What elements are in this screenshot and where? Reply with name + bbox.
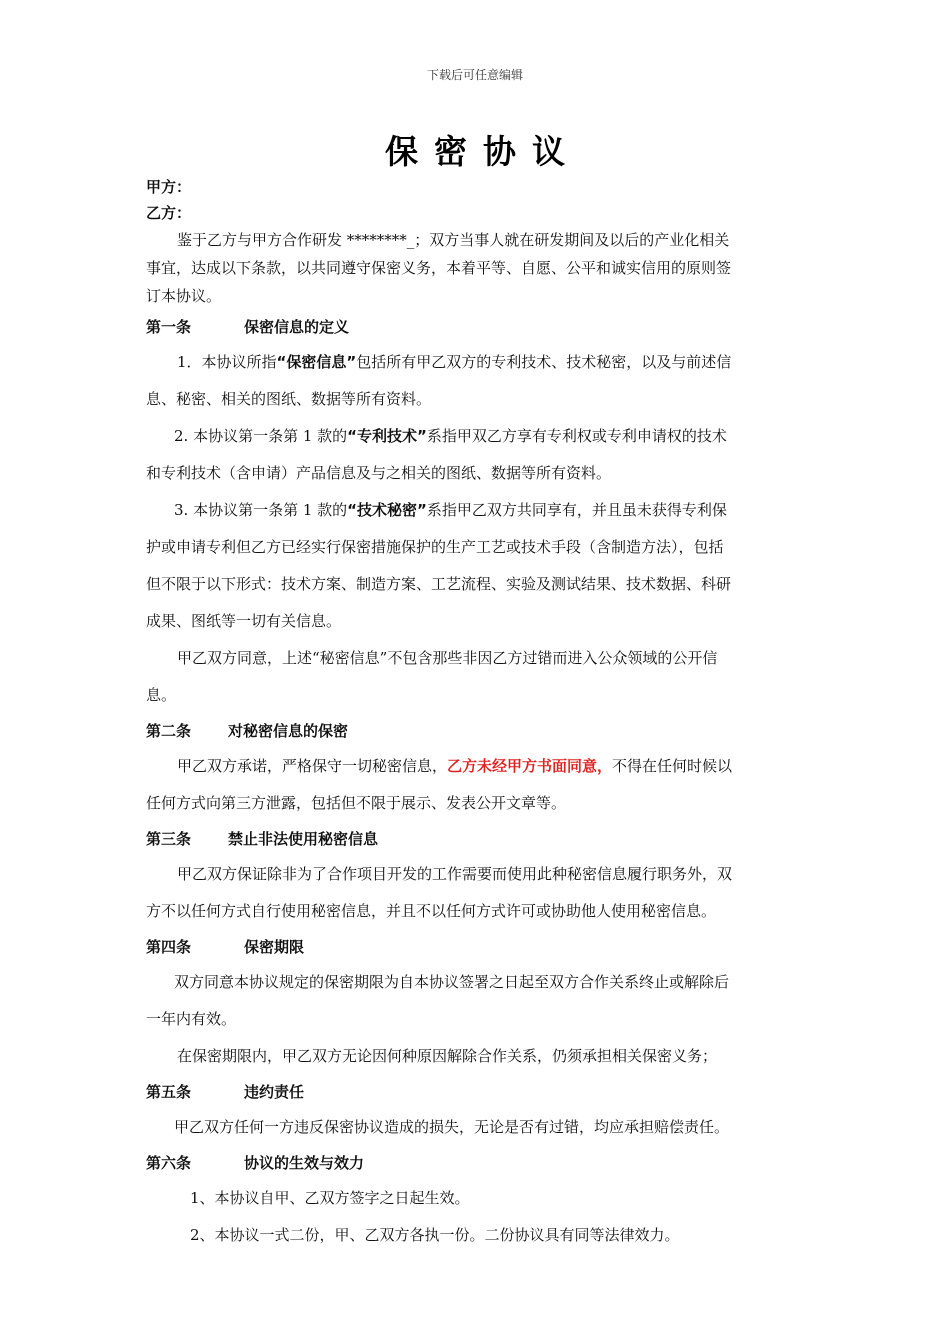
article-5-body [146,1109,808,1146]
defined-term: “技术秘密” [347,501,427,519]
paragraph-line: 甲乙双方保证除非为了合作项目开发的工作需要而使用此种秘密信息履行职务外，双 [177,865,733,883]
article-6-heading [146,1146,808,1180]
article-2-body [146,748,808,822]
article-title: 保密期限 [244,938,305,956]
paragraph-line: 息。 [146,686,177,704]
clause-2-line: 和专利技术（含申请）产品信息及与之相关的图纸、数据等所有资料。 [146,464,612,482]
preamble-line: 订本协议。 [146,287,222,305]
article-title: 保密信息的定义 [244,318,350,336]
paragraph-line: 甲乙双方任何一方违反保密协议造成的损失，无论是否有过错，均应承担赔偿责任。 [174,1118,730,1136]
article-3-body [146,856,808,930]
article-1-heading [146,310,808,344]
header-note: 下载后可任意编辑 [426,68,523,82]
document-body [146,174,808,1254]
article-1-body [146,344,808,714]
clause-text: 系指甲双乙方享有专利权或专利申请权的技术 [426,427,727,445]
article-title: 协议的生效与效力 [244,1154,365,1172]
article-6-body [146,1180,808,1254]
article-title: 对秘密信息的保密 [228,722,349,740]
clause-3-line: 成果、图纸等一切有关信息。 [146,612,342,630]
article-number: 第一条 [146,318,192,336]
party-a-label: 甲方： [146,178,192,196]
clause-text: 包括所有甲乙双方的专利技术、技术秘密，以及与前述信 [356,353,732,371]
paragraph-line: 方不以任何方式自行使用秘密信息，并且不以任何方式许可或协助他人使用秘密信息。 [146,902,717,920]
clause-text: 3. 本协议第一条第 1 款的 [174,501,348,519]
list-item: 1、本协议自甲、乙双方签字之日起生效。 [190,1189,470,1207]
paragraph-line [146,748,808,785]
paragraph-line: 双方同意本协议规定的保密期限为自本协议签署之日起至双方合作关系终止或解除后 [174,973,730,991]
paragraph-line: 任何方式向第三方泄露，包括但不限于展示、发表公开文章等。 [146,794,567,812]
defined-term: “保密信息” [276,353,357,371]
article-number: 第五条 [146,1083,192,1101]
clause-3-line [146,492,808,529]
preamble-line: 事宜，达成以下条款，以共同遵守保密义务，本着平等、自愿、公平和诚实信用的原则签 [146,259,732,277]
defined-term: “专利技术” [347,427,427,445]
preamble [146,226,808,310]
clause-text: 系指甲乙双方共同享有，并且虽未获得专利保 [426,501,727,519]
article-number: 第六条 [146,1154,192,1172]
clause-1-line [146,344,808,381]
article-title: 禁止非法使用秘密信息 [228,830,379,848]
paragraph-line: 甲乙双方同意，上述“秘密信息”不包含那些非因乙方过错而进入公众领域的公开信 [177,649,718,667]
document-title: 保密协议 [385,132,581,171]
party-b-label: 乙方： [146,204,192,222]
clause-2-line [146,418,808,455]
article-4-heading [146,930,808,964]
article-title: 违约责任 [244,1083,305,1101]
paragraph-line: 一年内有效。 [146,1010,237,1028]
article-number: 第二条 [146,722,192,740]
article-3-heading [146,822,808,856]
article-5-heading [146,1075,808,1109]
clause-3-line: 但不限于以下形式：技术方案、制造方案、工艺流程、实验及测试结果、技术数据、科研 [146,575,732,593]
preamble-line: 鉴于乙方与甲方合作研发 ********_；双方当事人就在研发期间及以后的产业化相关 [177,231,730,249]
article-number: 第四条 [146,938,192,956]
clause-3-line: 护或申请专利但乙方已经实行保密措施保护的生产工艺或技术手段（含制造方法），包括 [146,538,724,556]
list-item: 2、本协议一式二份，甲、乙双方各执一份。二份协议具有同等法律效力。 [190,1226,680,1244]
article-number: 第三条 [146,830,192,848]
article-4-body [146,964,808,1075]
highlighted-red-text: 乙方未经甲方书面同意， [447,757,613,775]
paragraph-line: 在保密期限内，甲乙双方无论因何种原因解除合作关系，仍须承担相关保密义务； [177,1047,718,1065]
clause-text: 2. 本协议第一条第 1 款的 [174,427,348,445]
clause-text: 1．本协议所指 [177,353,277,371]
article-2-heading [146,714,808,748]
clause-1-line: 息、秘密、相关的图纸、数据等所有资料。 [146,390,432,408]
paragraph-text: 不得在任何时候以 [612,757,733,775]
paragraph-text: 甲乙双方承诺，严格保守一切秘密信息， [177,757,448,775]
